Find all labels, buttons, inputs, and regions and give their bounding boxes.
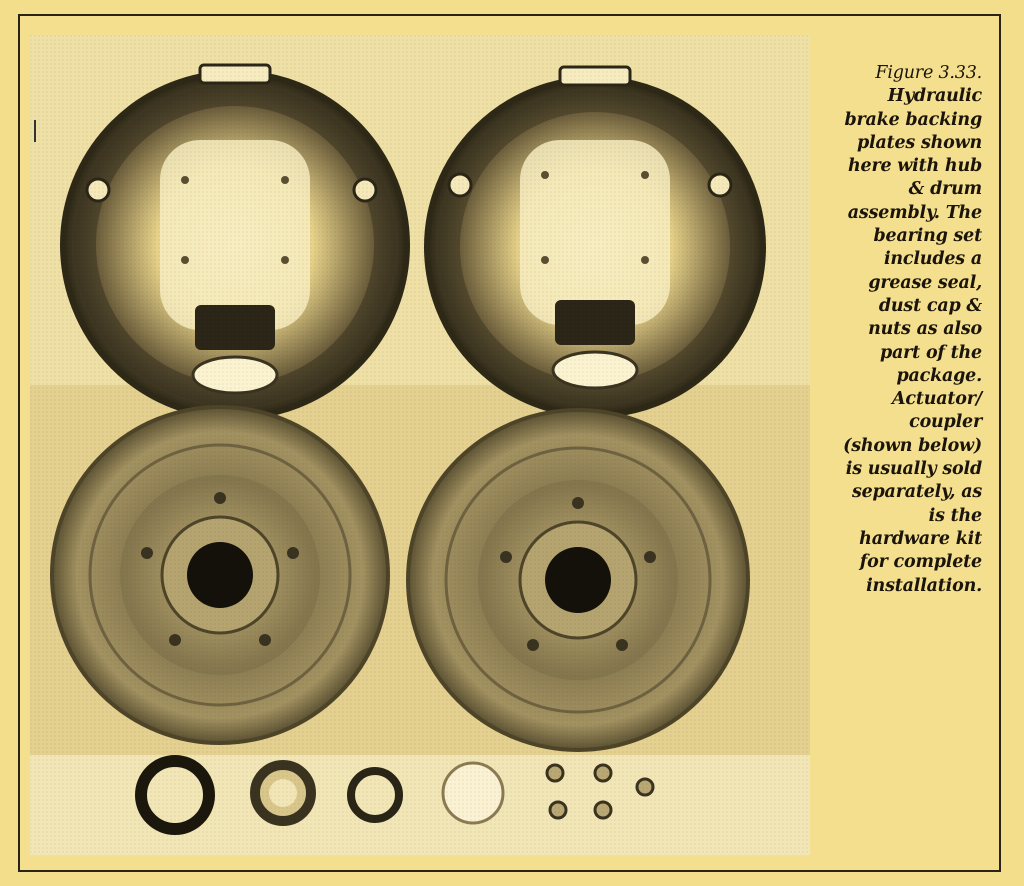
caption-line: is usually sold	[845, 459, 982, 480]
caption-line: & drum	[908, 179, 982, 200]
caption-line: Hydraulic	[887, 86, 982, 107]
caption-line: plates shown	[856, 132, 982, 153]
margin-mark	[34, 120, 36, 142]
caption-line: hardware kit	[859, 528, 982, 549]
caption-line: assembly. The	[847, 202, 982, 223]
brake-assembly-photo	[30, 35, 810, 855]
caption-line: grease seal,	[868, 272, 982, 293]
caption-line: is the	[928, 505, 982, 526]
caption-line: dust cap &	[878, 295, 982, 316]
caption-line: Actuator/	[892, 389, 982, 410]
caption-line: includes a	[883, 249, 982, 270]
caption-line: brake backing	[844, 109, 982, 130]
caption-line: bearing set	[873, 226, 982, 247]
caption-line: part of the	[879, 342, 982, 363]
caption-line: here with hub	[848, 156, 982, 177]
caption-line: for complete	[859, 552, 982, 573]
caption-line: separately, as	[851, 482, 982, 503]
figure-caption	[812, 62, 982, 598]
caption-line: installation.	[866, 575, 982, 596]
caption-line: package.	[896, 365, 982, 386]
figure-number: Figure 3.33.	[875, 63, 982, 83]
caption-line: coupler	[909, 412, 982, 433]
caption-line: (shown below)	[843, 435, 982, 456]
caption-line: nuts as also	[868, 319, 982, 340]
